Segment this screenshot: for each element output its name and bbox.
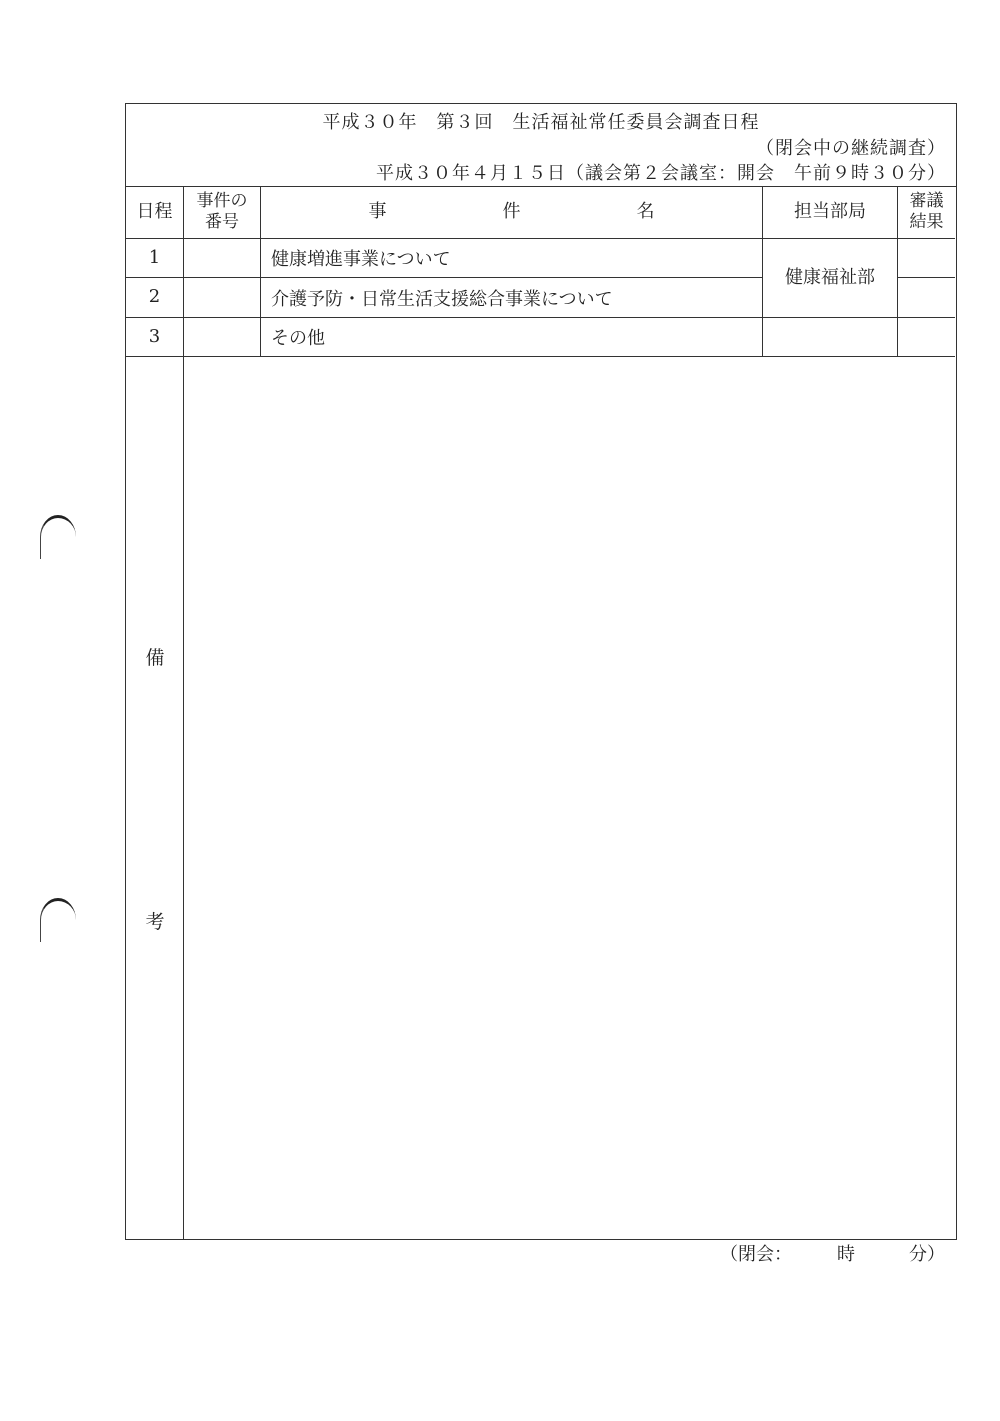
row1-result — [898, 239, 955, 278]
row2-case-number — [184, 278, 261, 318]
meeting-date-line: 平成３０年４月１５日（議会第２会議室：開会 午前９時３０分） — [376, 163, 946, 184]
remarks-char-2: 考 — [145, 911, 165, 933]
col-header-case-name: 事 件 名 — [261, 186, 763, 239]
col-header-case-number: 事件の 番号 — [184, 186, 261, 239]
department-merged-cell: 健康福祉部 — [763, 239, 898, 318]
remarks-char-1: 備 — [145, 647, 165, 669]
row1-day: 1 — [126, 239, 184, 278]
schedule-document — [125, 103, 957, 1240]
col-header-department: 担当部局 — [763, 186, 898, 239]
row3-day: 3 — [126, 318, 184, 357]
row1-case-number — [184, 239, 261, 278]
row1-case-name: 健康増進事業について — [261, 239, 763, 278]
row2-case-name: 介護予防・日常生活支援総合事業について — [261, 278, 763, 318]
punch-hole-top — [40, 515, 76, 559]
col-header-result: 審議 結果 — [898, 186, 955, 239]
closing-time-line: （閉会： 時 分） — [720, 1244, 945, 1265]
remarks-content-area — [184, 357, 955, 1239]
document-title: 平成３０年 第３回 生活福祉常任委員会調査日程 — [322, 112, 760, 133]
punch-hole-bottom — [40, 898, 76, 942]
remarks-label-column — [126, 357, 184, 1239]
col-header-day: 日程 — [126, 186, 184, 239]
document-subtitle: （閉会中の継続調査） — [756, 138, 946, 159]
row2-result — [898, 278, 955, 318]
row3-result — [898, 318, 955, 357]
row3-case-number — [184, 318, 261, 357]
row3-department — [763, 318, 898, 357]
document-header — [126, 104, 956, 187]
row2-day: 2 — [126, 278, 184, 318]
row3-case-name: その他 — [261, 318, 763, 357]
